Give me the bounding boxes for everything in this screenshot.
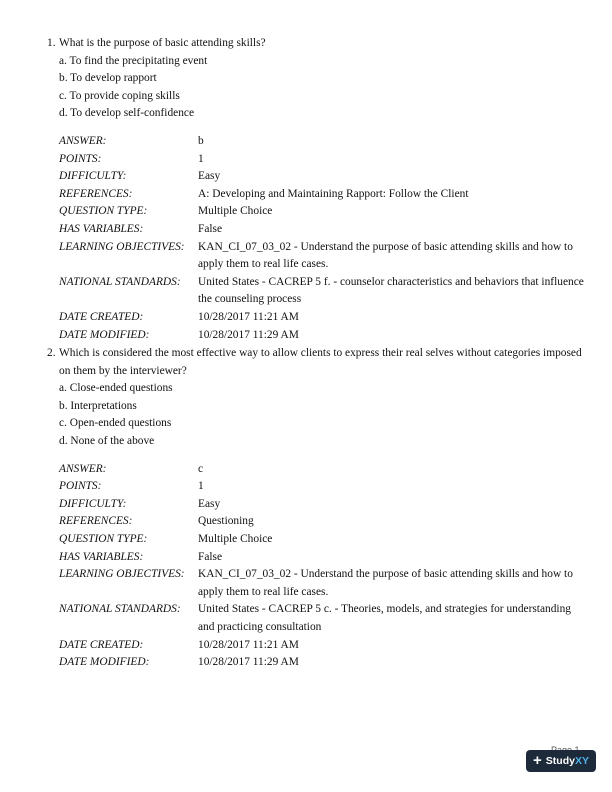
question-number: 1. (47, 37, 56, 49)
meta-label: DATE CREATED: (59, 310, 144, 323)
choice-b: b. To develop rapport (59, 72, 157, 85)
meta-value: Multiple Choice (198, 532, 273, 545)
meta-label: NATIONAL STANDARDS: (59, 275, 181, 288)
meta-learning-objectives (59, 239, 587, 274)
meta-date-created (59, 637, 587, 655)
meta-value: Easy (198, 497, 221, 510)
meta-value: A: Developing and Maintaining Rapport: Follow the Client (198, 187, 469, 200)
meta-value: United States - CACREP 5 f. - counselor characteristics and behaviors that influence the counseling process (198, 275, 584, 306)
meta-points (59, 478, 587, 496)
meta-difficulty (59, 168, 587, 186)
meta-label: REFERENCES: (59, 515, 133, 528)
question-metadata (59, 133, 587, 344)
meta-value: False (198, 222, 223, 235)
meta-label: HAS VARIABLES: (59, 222, 144, 235)
meta-label: ANSWER: (59, 462, 107, 475)
meta-label: DATE CREATED: (59, 638, 144, 651)
meta-references (59, 186, 587, 204)
choice-c: c. To provide coping skills (59, 89, 180, 102)
meta-label: DIFFICULTY: (59, 497, 127, 510)
meta-value: Multiple Choice (198, 205, 273, 218)
meta-value: Easy (198, 170, 221, 183)
question-text: What is the purpose of basic attending skills? (59, 37, 266, 49)
choice-b: b. Interpretations (59, 399, 137, 412)
meta-question-type (59, 203, 587, 221)
meta-value: Questioning (198, 515, 254, 528)
question-stem (47, 345, 587, 380)
meta-value: 10/28/2017 11:29 AM (198, 328, 299, 341)
meta-date-modified (59, 327, 587, 345)
meta-label: LEARNING OBJECTIVES: (59, 240, 185, 253)
meta-label: DATE MODIFIED: (59, 328, 150, 341)
meta-value: False (198, 550, 223, 563)
studyxy-logo-badge[interactable] (526, 750, 596, 772)
meta-has-variables (59, 221, 587, 239)
question-number: 2. (47, 347, 56, 359)
meta-label: ANSWER: (59, 134, 107, 147)
choice-c: c. Open-ended questions (59, 417, 172, 430)
choice-d: d. None of the above (59, 434, 155, 447)
meta-answer (59, 133, 587, 151)
meta-value: 1 (198, 480, 204, 493)
brand-suffix: XY (574, 755, 589, 767)
question-2 (47, 345, 587, 672)
question-text: Which is considered the most effective way to allow clients to express their real selves without categories imposed on them by the interviewer? (59, 347, 582, 377)
choice-d: d. To develop self-confidence (59, 107, 194, 120)
meta-value: c (198, 462, 204, 475)
meta-label: HAS VARIABLES: (59, 550, 144, 563)
answer-choices (59, 53, 587, 123)
meta-national-standards (59, 601, 587, 636)
meta-value: KAN_CI_07_03_02 - Understand the purpose of basic attending skills and how to apply them to real life cases. (198, 240, 573, 271)
meta-label: DATE MODIFIED: (59, 656, 150, 669)
meta-references (59, 513, 587, 531)
choice-a: a. To find the precipitating event (59, 54, 208, 67)
brand-prefix: Study (545, 755, 575, 767)
meta-difficulty (59, 496, 587, 514)
answer-choices (59, 380, 587, 450)
question-stem (47, 35, 587, 53)
meta-label: POINTS: (59, 480, 102, 493)
meta-label: POINTS: (59, 152, 102, 165)
meta-label: NATIONAL STANDARDS: (59, 603, 181, 616)
meta-value: b (198, 134, 204, 147)
meta-label: REFERENCES: (59, 187, 133, 200)
plus-icon: + (533, 752, 542, 769)
meta-label: LEARNING OBJECTIVES: (59, 568, 185, 581)
meta-answer (59, 461, 587, 479)
choice-a: a. Close-ended questions (59, 382, 173, 395)
meta-value: 10/28/2017 11:21 AM (198, 310, 299, 323)
meta-value: 10/28/2017 11:29 AM (198, 656, 299, 669)
meta-label: QUESTION TYPE: (59, 532, 148, 545)
meta-label: DIFFICULTY: (59, 170, 127, 183)
meta-national-standards (59, 274, 587, 309)
meta-has-variables (59, 549, 587, 567)
meta-value: 10/28/2017 11:21 AM (198, 638, 299, 651)
meta-value: KAN_CI_07_03_02 - Understand the purpose of basic attending skills and how to apply them to real life cases. (198, 568, 573, 598)
question-metadata (59, 461, 587, 672)
meta-label: QUESTION TYPE: (59, 205, 148, 218)
meta-question-type (59, 531, 587, 549)
meta-date-created (59, 309, 587, 327)
question-1 (47, 35, 587, 344)
meta-date-modified (59, 654, 587, 672)
meta-value: 1 (198, 152, 204, 165)
meta-learning-objectives (59, 566, 587, 601)
meta-points (59, 151, 587, 169)
meta-value: United States - CACREP 5 c. - Theories, models, and strategies for understanding and practicing consultation (198, 603, 571, 633)
